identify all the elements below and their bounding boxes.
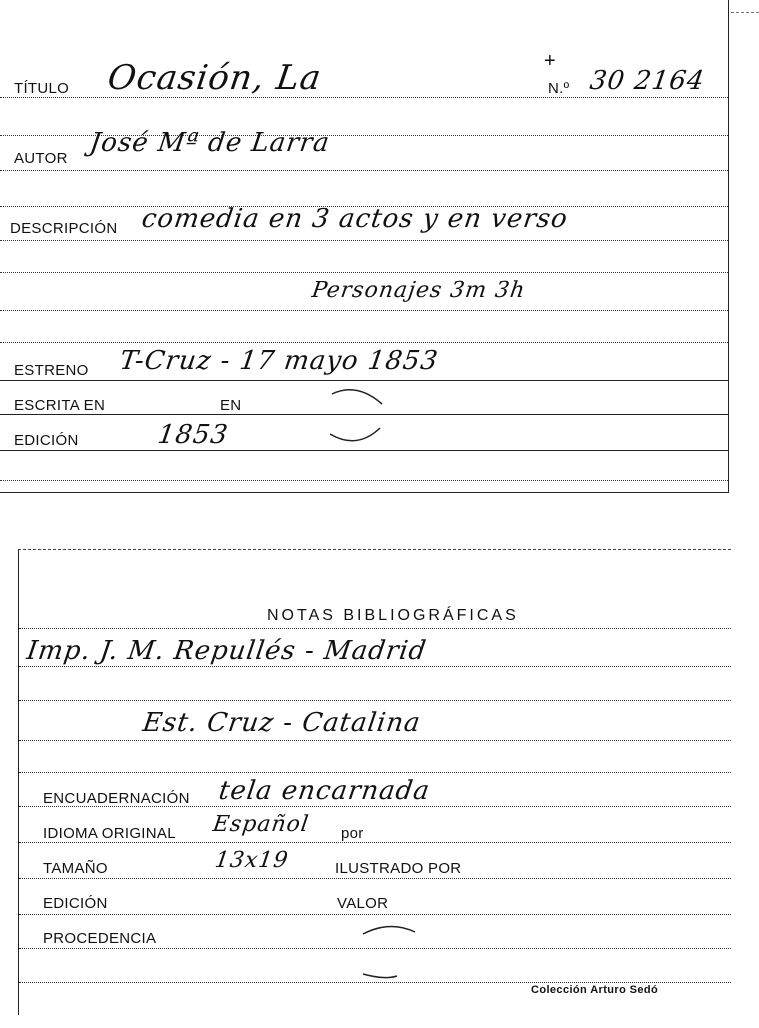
titulo-label: TÍTULO (14, 80, 70, 97)
note-line-1: Imp. J. M. Repullés - Madrid (24, 636, 429, 666)
edicion-label: EDICIÓN (14, 432, 79, 449)
notas-heading: NOTAS BIBLIOGRÁFICAS (267, 607, 519, 624)
descripcion-label: DESCRIPCIÓN (10, 220, 118, 237)
autor-label: AUTOR (14, 150, 68, 167)
encuadernacion-value: tela encarnada (216, 776, 433, 806)
collection-footer: Colección Arturo Sedó (531, 984, 659, 996)
numero-value: 30 2164 (587, 66, 707, 96)
estreno-value: T-Cruz - 17 mayo 1853 (117, 346, 441, 376)
tamano-value: 13x19 (213, 848, 291, 873)
encuadernacion-label: ENCUADERNACIÓN (43, 790, 190, 807)
tamano-label: TAMAÑO (43, 860, 108, 877)
rule-line (19, 700, 731, 701)
rule-line (19, 740, 731, 741)
catalog-card-top (0, 0, 729, 493)
descripcion-value: comedia en 3 actos y en verso (139, 204, 570, 234)
rule-line (0, 380, 728, 381)
rule-line (0, 342, 728, 343)
rule-line (0, 170, 728, 171)
estreno-label: ESTRENO (14, 362, 89, 379)
en-label: EN (220, 397, 242, 414)
autor-value: José Mª de Larra (87, 128, 332, 158)
rule-line (19, 628, 731, 629)
punch-hole-mark (322, 384, 392, 448)
catalog-card-bottom (18, 549, 731, 1015)
rule-line (19, 666, 731, 667)
edicion-label-bottom: EDICIÓN (43, 895, 108, 912)
por-label: por (341, 825, 364, 842)
rule-line (19, 842, 731, 843)
rule-line (0, 272, 728, 273)
rule-line (0, 480, 728, 481)
rule-line (0, 240, 728, 241)
rule-line (19, 914, 731, 915)
rule-line (0, 450, 728, 451)
idioma-label: IDIOMA ORIGINAL (43, 825, 176, 842)
ilustrado-label: ILUSTRADO POR (335, 860, 462, 877)
edicion-value: 1853 (155, 420, 231, 450)
titulo-value: Ocasión, La (105, 58, 325, 98)
idioma-value: Español (211, 812, 311, 837)
rule-line (19, 772, 731, 773)
punch-hole-mark (355, 916, 425, 986)
numero-label: N.º (548, 80, 570, 97)
rule-line (0, 310, 728, 311)
escrita-label: ESCRITA EN (14, 397, 106, 414)
descripcion-value-2: Personajes 3m 3h (310, 278, 528, 303)
cross-mark: + (544, 50, 556, 72)
note-line-2: Est. Cruz - Catalina (140, 708, 423, 738)
rule-line (19, 878, 731, 879)
valor-label: VALOR (337, 895, 389, 912)
procedencia-label: PROCEDENCIA (43, 930, 157, 947)
